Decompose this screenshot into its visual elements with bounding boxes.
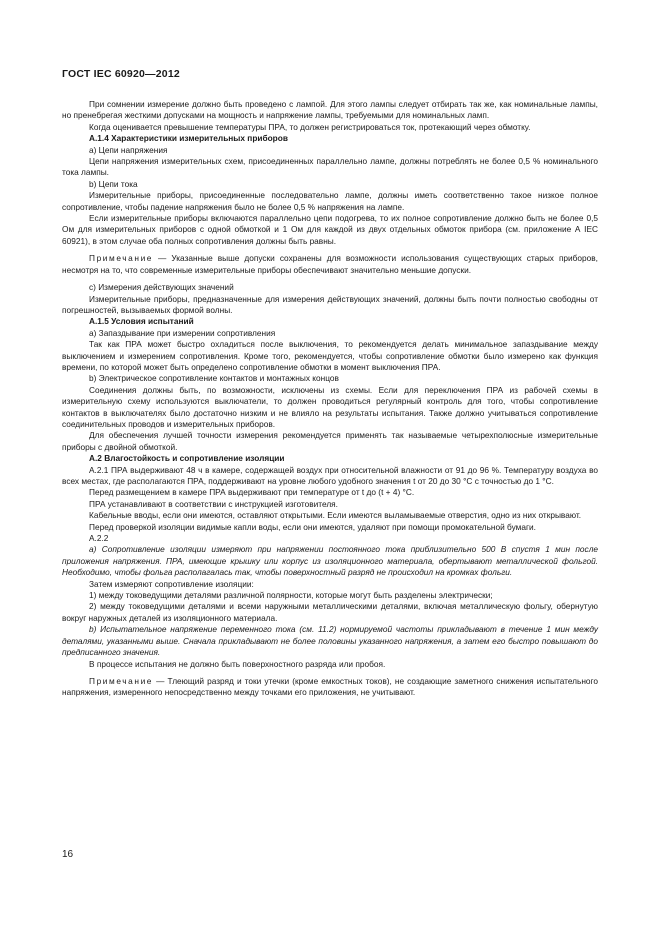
paragraph: В процессе испытания не должно быть поверхностного разряда или пробоя. <box>89 658 386 669</box>
list-label: a) Цепи напряжения <box>89 144 168 155</box>
paragraph: a) Сопротивление изоляции измеряют при напряжении постоянного тока приблизительно 500 В спустя 1 мин после приложения напряжения. ПРА, имеющие крышку или корпус из изоляционного материала, обертывают металлической фольгой. Необходимо, чтобы фольга располагалась так, чтобы поверхностный разряд не происходил на кромках фольги. <box>62 544 598 578</box>
paragraph: Кабельные вводы, если они имеются, оставляют открытыми. Если имеются выламываемые отверстия, одно из них открывают. <box>89 510 582 521</box>
paragraph: 2) между токоведущими деталями и всеми наружными металлическими деталями, включая металлическую фольгу, обернутую вокруг наружных деталей из изоляционного материала. <box>62 601 598 623</box>
document-body <box>62 99 598 699</box>
paragraph: А.2.1 ПРА выдерживают 48 ч в камере, содержащей воздух при относительной влажности от 91 до 96 %. Температуру воздуха во всех местах, где располагаются ПРА, поддерживают на уровне любого удобного значения t от 20 до 30 °С с точностью до 1 °С. <box>62 464 598 486</box>
list-label: c) Измерения действующих значений <box>89 282 234 293</box>
list-label: b) Цепи тока <box>89 178 138 189</box>
paragraph: Если измерительные приборы включаются параллельно цепи подогрева, то их полное сопротивление должно быть не более 0,5 Ом для измерительных приборов с одной обмоткой и 1 Ом для каждой из двух отдельных обмоток прибора (см. приложение А IEC 60921), в этом случае оба полных сопротивления должны быть равны. <box>62 213 598 246</box>
paragraph: ПРА устанавливают в соответствии с инструкцией изготовителя. <box>89 498 338 509</box>
list-label: a) Запаздывание при измерении сопротивления <box>89 327 276 338</box>
note <box>62 253 598 276</box>
paragraph: Для обеспечения лучшей точности измерения рекомендуется применять так называемые четырехполюсные измерительные приборы с двойной обмоткой. <box>62 430 598 452</box>
note <box>62 676 598 699</box>
note-text: — Указанные выше допуски сохранены для возможности использования существующих старых приборов, несмотря на то, что современные измерительные приборы обеспечивают значительно меньшие допуски. <box>62 253 598 275</box>
clause-number: А.2.2 <box>89 533 109 544</box>
paragraph: Так как ПРА может быстро охладиться после выключения, то рекомендуется делать минимальное запаздывание между выключением и измерением сопротивления. Кроме того, рекомендуется, чтобы сопротивление обмотки было измерено как функция времени, по которой может быть определено сопротивление обмотки в момент выключения ПРА. <box>62 339 598 372</box>
note-label: Примечание <box>89 253 154 264</box>
document-header: ГОСТ IEC 60920—2012 <box>62 68 180 80</box>
note-text: — Тлеющий разряд и токи утечки (кроме емкостных токов), не создающие заметного снижения испытательного напряжения, измеренного непосредственно между точками его приложения, не учитывают. <box>62 675 598 698</box>
paragraph: Соединения должны быть, по возможности, исключены из схемы. Если для переключения ПРА из рабочей схемы в измерительную схему используются выключатели, то должен проводиться регулярный контроль для того, чтобы сопротивление контактов в выключателях было достаточно низким и не влияло на результаты испытания. Также должно учитываться сопротивление соединительных проводов и измерительных приборов. <box>62 384 598 429</box>
paragraph: При сомнении измерение должно быть проведено с лампой. Для этого лампы следует отбирать так же, как номинальные лампы, но пренебрегая жесткими допусками на мощность и напряжение лампы, требуемыми для номинальных ламп. <box>62 99 598 121</box>
section-heading: А.2 Влагостойкость и сопротивление изоляции <box>89 453 285 464</box>
paragraph: Перед проверкой изоляции видимые капли воды, если они имеются, удаляют при помощи промокательной бумаги. <box>89 521 536 532</box>
note-label: Примечание <box>89 675 154 686</box>
paragraph: Измерительные приборы, предназначенные для измерения действующих значений, должны быть почти полностью свободны от погрешностей, вызываемых формой волны. <box>62 293 598 315</box>
paragraph: Цепи напряжения измерительных схем, присоединенных параллельно лампе, должны потреблять не более 0,5 % номинального тока лампы. <box>62 156 598 178</box>
paragraph: Когда оценивается превышение температуры ПРА, то должен регистрироваться ток, протекающий через обмотку. <box>89 121 531 132</box>
paragraph: Перед размещением в камере ПРА выдерживают при температуре от t до (t + 4) °С. <box>89 487 415 498</box>
section-heading: А.1.5 Условия испытаний <box>89 316 194 327</box>
paragraph: 1) между токоведущими деталями различной полярности, которые могут быть разделены электрически; <box>89 590 493 601</box>
paragraph: b) Испытательное напряжение переменного тока (см. 11.2) нормируемой частоты прикладывают в течение 1 мин между деталями, указанными выше. Сначала прикладывают не более половины указанного напряжения, а затем его быстро повышают до предписанного значения. <box>62 624 598 658</box>
paragraph: Измерительные приборы, присоединенные последовательно лампе, должны иметь соответственно такое низкое полное сопротивление, чтобы падение напряжения было не более 0,5 % напряжения на лампе. <box>62 190 598 212</box>
list-label: b) Электрическое сопротивление контактов и монтажных концов <box>89 373 339 384</box>
paragraph: Затем измеряют сопротивление изоляции: <box>89 578 254 589</box>
page-number: 16 <box>62 849 74 860</box>
section-heading: А.1.4 Характеристики измерительных приборов <box>89 133 288 144</box>
